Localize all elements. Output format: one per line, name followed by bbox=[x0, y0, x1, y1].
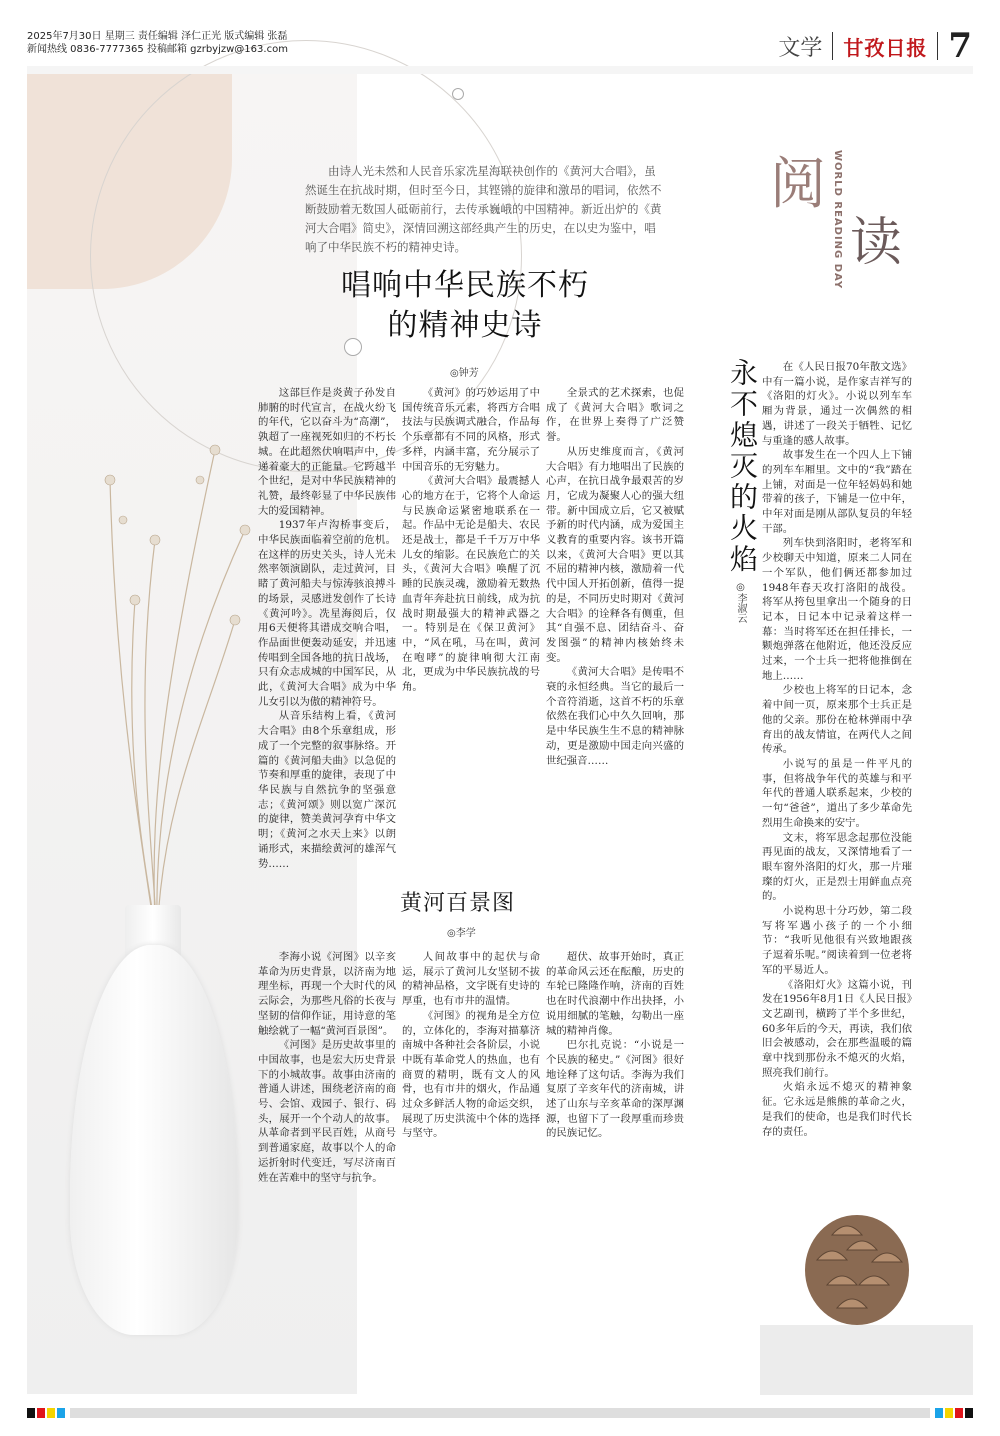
ring-dot-decoration bbox=[452, 88, 464, 100]
shelf-decoration bbox=[760, 1325, 973, 1395]
paragraph: 从音乐结构上看，《黄河大合唱》由8个乐章组成，形成了一个完整的叙事脉络。开篇的《黄河船夫曲》以急促的节奏和厚重的旋律，表现了中华民族与自然抗争的坚强意志；《黄河颂》则以宽广深沉的旋律，赞美黄河孕育中华文明；《黄河之水天上来》以朗诵形式，来描绘黄河的雄浑气势…… bbox=[258, 710, 396, 870]
paragraph: 小说构思十分巧妙，第二段写将军遇小孩子的一个小细节：“我听见他很有兴致地跟孩子逗着乐呢。”阅读着到一位老将军的平易近人。 bbox=[762, 905, 912, 976]
article2-title: 黄河百景图 bbox=[400, 891, 516, 916]
paragraph: 李海小说《河图》以辛亥革命为历史背景，以济南为地理坐标，再现一个大时代的风云际会，为那些凡俗的长夜与坚韧的信仰作证，用诗意的笔触绘就了一幅“黄河百景图”。 bbox=[258, 951, 396, 1037]
print-registration-bar bbox=[70, 1408, 930, 1418]
article2-column-1 bbox=[258, 950, 396, 1210]
section-name: 文学 bbox=[778, 35, 823, 61]
paragraph: 全景式的艺术探索，也促成了《黄河大合唱》歌词之作，在世界上奏得了广泛赞誉。 bbox=[546, 387, 684, 444]
paragraph: 人间故事中的起伏与命运，展示了黄河儿女坚韧不拔的精神品格，文字既有史诗的厚重，也有市井的温情。 bbox=[402, 951, 540, 1008]
badge-char-du: 读 bbox=[850, 213, 903, 273]
paragraph: 这部巨作是炎黄子孙发自肺腑的时代宣言，在战火纷飞的年代，它以奋斗为“高潮”，孰超了一座视死如归的不朽长城。在此超然伏响唱声中，传递着豪大的正能量。它跨越半个世纪，是对中华民族精神的礼赞，最终彰显了中华民族伟大的爱国精神。 bbox=[258, 387, 396, 517]
article1-title bbox=[270, 266, 660, 346]
article1-column-3 bbox=[546, 386, 684, 856]
paragraph: 《黄河大合唱》是传唱不衰的永恒经典。当它的最后一个音符消逝，这首不朽的乐章依然在我们心中久久回响，那是中华民族生生不息的精神脉动，更是激励中国走向兴盛的世纪强音…… bbox=[546, 666, 684, 767]
paragraph: 在《人民日报70年散文选》中有一篇小说，是作家吉祥写的《洛阳的灯火》。小说以列车车厢为背景，通过一次偶然的相遇，讲述了一段关于牺牲、记忆与重逢的感人故事。 bbox=[762, 361, 912, 447]
paragraph: 火焰永远不熄灭的精神象征。它永远是熊熊的革命之火，是我们的使命，也是我们时代长存的责任。 bbox=[762, 1081, 912, 1138]
paragraph: 超伏、故事开始时，真正的革命风云还在酝酿，历史的车轮已隆隆作响，济南的百姓也在时代浪潮中作出抉择，小说用细腻的笔触，勾勒出一座城的精神肖像。 bbox=[546, 951, 684, 1037]
color-swatch bbox=[945, 1408, 953, 1418]
color-swatch bbox=[955, 1408, 963, 1418]
divider bbox=[832, 32, 833, 60]
article1-column-2 bbox=[402, 386, 540, 856]
newspaper-logo: 甘孜日报 bbox=[843, 35, 928, 60]
paragraph: 巴尔扎克说：“小说是一个民族的秘史。”《河图》很好地诠释了这句话。李海为我们复原了辛亥年代的济南城，讲述了山东与辛亥革命的深厚渊源，也留下了一段厚重而珍贵的民族记忆。 bbox=[546, 1039, 684, 1140]
article1-column-1 bbox=[258, 386, 396, 870]
paragraph: 文末，将军思念起那位没能再见面的战友，又深情地看了一眼车窗外洛阳的灯火，那一片璀璨的灯火，正是烈士用鲜血点亮的。 bbox=[762, 831, 912, 903]
badge-english: WORLD READING DAY bbox=[832, 150, 843, 290]
paragraph: 《河图》是历史故事里的中国故事，也是宏大历史背景下的小城故事。故事由济南的普通人讲述，围绕老济南的商号、会馆、戏园子、银行、码头，展开一个个动人的故事。从革命者到平民百姓，从商号到普通家庭，故事以个人的命运折射时代变迁，写尽济南百姓在苦难中的坚守与抗争。 bbox=[258, 1039, 396, 1184]
paragraph: 小说写的虽是一件平凡的事，但将战争年代的英雄与和平年代的普通人联系起来，少校的一句“爸爸”，道出了多少革命先烈用生命换来的安宁。 bbox=[762, 757, 912, 829]
article3-author: ◎李淑云 bbox=[735, 582, 746, 623]
paragraph: 少校也上将军的日记本，念着中间一页，原来那个士兵正是他的父亲。那份在枪林弹雨中孕育出的战友情谊，在两代人之间传承。 bbox=[762, 684, 912, 756]
paragraph: 列车快到洛阳时，老将军和少校聊天中知道，原来二人同在一个军队，他们俩还都参加过1948年春天攻打洛阳的战役。将军从挎包里拿出一个随身的日记本，日记本中记录着这样一幕：当时将军还在担任排长，一颗炮弹落在他附近，他还没反应过来，一个士兵一把将他推倒在地上…… bbox=[762, 537, 912, 682]
color-swatch bbox=[27, 1408, 35, 1418]
header-date-editors: 2025年7月30日 星期三 责任编辑 泽仁正光 版式编辑 张磊 bbox=[27, 31, 288, 42]
paragraph: 《洛阳灯火》这篇小说，刊发在1956年8月1日《人民日报》文艺副刊，横跨了半个多世纪，60多年后的今天，再读，我们依旧会被感动，会在那些温暖的篇章中找到那份永不熄灭的火焰，照亮我们前行。 bbox=[762, 978, 912, 1079]
header-contact: 新闻热线 0836-7777365 投稿邮箱 gzrbyjzw@163.com bbox=[27, 44, 288, 55]
paragraph: 《黄河大合唱》最震撼人心的地方在于，它将个人命运与民族命运紧密地联系在一起。作品中无论是船夫、农民还是战士，都是千千万万中华儿女的缩影。在民族危亡的关头，《黄河大合唱》唤醒了沉睡的民族灵魂，激励着无数热血青年奔赴抗日前线，成为抗战时期最强大的精神武器之一。特别是在《保卫黄河》中，“风在吼，马在叫，黄河在咆哮”的旋律响彻大江南北，更成为中华民族抗战的号角。 bbox=[402, 475, 540, 694]
article3-column bbox=[762, 360, 912, 1245]
article1-title-line1: 唱响中华民族不朽 bbox=[341, 268, 589, 303]
header-info bbox=[27, 30, 288, 56]
color-swatch bbox=[57, 1408, 65, 1418]
dried-flowers-illustration bbox=[95, 420, 265, 920]
color-swatch bbox=[37, 1408, 45, 1418]
paragraph: 《河图》的视角是全方位的，立体化的，李海对描摹济南城中各种社会各阶层，小说中既有革命党人的热血，也有商贾的精明，既有文人的风骨，也有市井的烟火，作品通过众多鲜活人物的命运交织，展现了历史洪流中个体的选择与坚守。 bbox=[402, 1009, 540, 1140]
paragraph: 故事发生在一个四人上下铺的列车车厢里。文中的“我”踏在上铺，对面是一位年轻妈妈和她带着的孩子，下铺是一位中年，中年对面是刚从部队复员的年轻干部。 bbox=[762, 449, 912, 535]
pinecone-illustration bbox=[797, 1200, 917, 1330]
article1-lead: 由诗人光未然和人民音乐家冼星海联袂创作的《黄河大合唱》，虽然诞生在抗战时期，但时至今日，其铿锵的旋律和激昂的唱词，依然不断鼓励着无数国人砥砺前行，去传承巍峨的中国精神。新近出炉的《黄河大合唱》简史》，深情回溯这部经典产生的历史，在以史为鉴中，唱响了中华民族不朽的精神史诗。 bbox=[305, 164, 662, 254]
article2-column-2 bbox=[402, 950, 540, 1210]
header-masthead bbox=[778, 26, 972, 66]
top-band bbox=[27, 66, 973, 74]
color-swatch bbox=[47, 1408, 55, 1418]
article2-author: ◎李学 bbox=[447, 928, 476, 939]
article3-title: 永不熄灭的火焰 bbox=[726, 358, 759, 575]
paragraph: 《黄河》的巧妙运用了中国传统音乐元素，将西方合唱技法与民族调式融合，作品每个乐章都有不同的风格，形式多样，内涵丰富，充分展示了中国音乐的无穷魅力。 bbox=[402, 387, 540, 473]
paragraph: 从历史维度而言，《黄河大合唱》有力地唱出了民族的心声，在抗日战争最艰苦的岁月，它成为凝聚人心的强大纽带。新中国成立后，它又被赋予新的时代内涵，成为爱国主义教育的重要内容。该书开篇以来，《黄河大合唱》更以其不屈的精神内核，激励着一代代中国人开拓创新，值得一提的是，不同历史时期对《黄河大合唱》的诠释各有侧重，但其“自强不息、团结奋斗、奋发图强”的精神内核始终未变。 bbox=[546, 445, 684, 664]
badge-char-yue: 阅 bbox=[770, 152, 826, 217]
article1-author: ◎钟芳 bbox=[450, 368, 479, 379]
article1-title-line2: 的精神史诗 bbox=[387, 308, 543, 343]
divider bbox=[937, 32, 938, 60]
article2-column-3 bbox=[546, 950, 684, 1210]
paragraph: 1937年卢沟桥事变后，中华民族面临着空前的危机。在这样的历史关头，诗人光未然率领演剧队，走过黄河，目睹了黄河船夫与惊涛骇浪搏斗的场景，灵感迸发创作了长诗《黄河吟》。冼星海阅后，仅用6天便将其谱成交响合唱，作品面世便轰动延安，并迅速传唱到全国各地的抗日战场，只有众志成城的中国军民，从此，《黄河大合唱》成为中华儿女引以为傲的精神符号。 bbox=[258, 519, 396, 708]
color-swatch bbox=[935, 1408, 943, 1418]
page-number: 7 bbox=[948, 26, 972, 66]
color-swatch bbox=[965, 1408, 973, 1418]
